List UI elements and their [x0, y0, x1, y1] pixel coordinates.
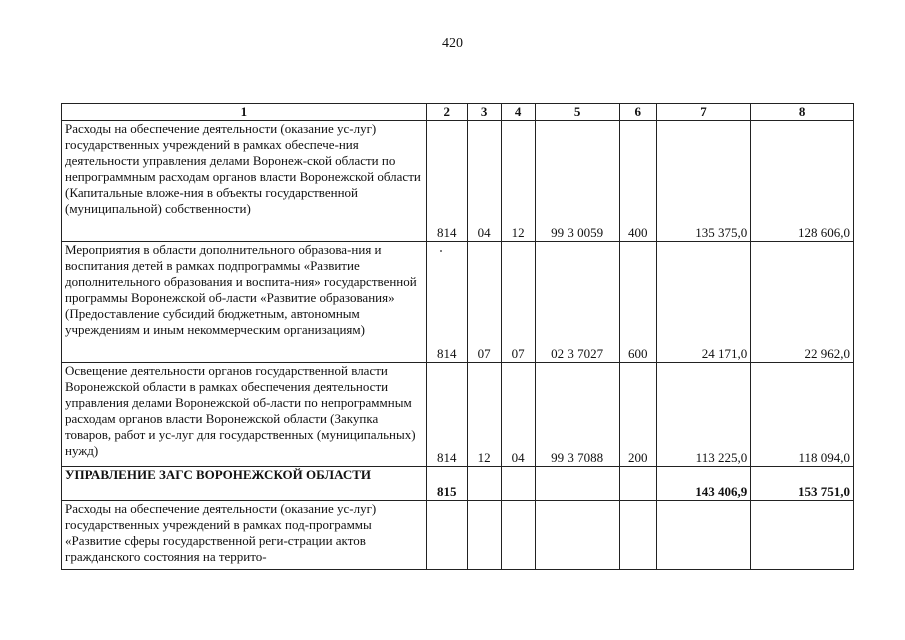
col-header-4: 4 — [501, 104, 535, 121]
cell-target-code — [535, 501, 619, 570]
row-description: Освещение деятельности органов государственной власти Воронежской области в рамках обеспечения деятельности управления делами Воронежской об-ласти по непрограммным расходам органов власти Воронежской области (Закупка товаров, работ и ус-луг для государственных (муниципальных) нужд) — [62, 363, 427, 467]
cell-expense-type: 200 — [619, 363, 656, 467]
cell-ministry-code: 814 — [426, 121, 467, 242]
cell-target-code: 99 3 0059 — [535, 121, 619, 242]
cell-subsection: 04 — [501, 363, 535, 467]
cell-amount-2: 22 962,0 — [751, 242, 854, 363]
table-row — [62, 363, 854, 467]
cell-target-code: 99 3 7088 — [535, 363, 619, 467]
col-header-3: 3 — [467, 104, 501, 121]
cell-ministry-code: 815 — [426, 467, 467, 501]
cell-amount-2 — [751, 501, 854, 570]
cell-subsection — [501, 501, 535, 570]
cell-ministry-code: 814 — [426, 363, 467, 467]
cell-expense-type — [619, 501, 656, 570]
cell-amount-2: 128 606,0 — [751, 121, 854, 242]
col-header-5: 5 — [535, 104, 619, 121]
cell-section: 12 — [467, 363, 501, 467]
table-row — [62, 242, 854, 363]
budget-table — [61, 103, 854, 570]
row-description: УПРАВЛЕНИЕ ЗАГС ВОРОНЕЖСКОЙ ОБЛАСТИ — [62, 467, 427, 501]
table-row — [62, 121, 854, 242]
cell-ministry-code: 814 — [426, 242, 467, 363]
cell-section: 04 — [467, 121, 501, 242]
cell-subsection: 07 — [501, 242, 535, 363]
cell-amount-1: 135 375,0 — [656, 121, 751, 242]
cell-amount-1: 113 225,0 — [656, 363, 751, 467]
col-header-2: 2 — [426, 104, 467, 121]
col-header-6: 6 — [619, 104, 656, 121]
cell-expense-type: 400 — [619, 121, 656, 242]
cell-amount-1: 24 171,0 — [656, 242, 751, 363]
col-header-7: 7 — [656, 104, 751, 121]
cell-subsection — [501, 467, 535, 501]
cell-amount-2: 118 094,0 — [751, 363, 854, 467]
cell-subsection: 12 — [501, 121, 535, 242]
header-row — [62, 104, 854, 121]
cell-ministry-code — [426, 501, 467, 570]
cell-section — [467, 467, 501, 501]
col-header-1: 1 — [62, 104, 427, 121]
cell-amount-2: 153 751,0 — [751, 467, 854, 501]
cell-expense-type — [619, 467, 656, 501]
table-row-section-header — [62, 467, 854, 501]
cell-expense-type: 600 — [619, 242, 656, 363]
page-number: 420 — [442, 36, 463, 51]
row-description: Расходы на обеспечение деятельности (оказание ус-луг) государственных учреждений в рамках под-программы «Развитие сферы государственной реги-страции актов гражданского состояния на террито- — [62, 501, 427, 570]
cell-target-code — [535, 467, 619, 501]
table-row — [62, 501, 854, 570]
cell-section — [467, 501, 501, 570]
cell-section: 07 — [467, 242, 501, 363]
row-description: Мероприятия в области дополнительного образова-ния и воспитания детей в рамках подпрограммы «Развитие дополнительного образования и воспита-ния» государственной программы Воронежской об-ласти «Развитие образования» (Предоставление субсидий бюджетным, автономным учреждениям и иным некоммерческим организациям) — [62, 242, 427, 363]
row-description: Расходы на обеспечение деятельности (оказание ус-луг) государственных учреждений в рамках обеспече-ния деятельности управления делами Воронеж-ской области по непрограммным расходам органов власти Воронежской области (Капитальные вложе-ния в объекты государственной (муниципальной) собственности) — [62, 121, 427, 242]
cell-amount-1: 143 406,9 — [656, 467, 751, 501]
cell-target-code: 02 3 7027 — [535, 242, 619, 363]
col-header-8: 8 — [751, 104, 854, 121]
cell-amount-1 — [656, 501, 751, 570]
